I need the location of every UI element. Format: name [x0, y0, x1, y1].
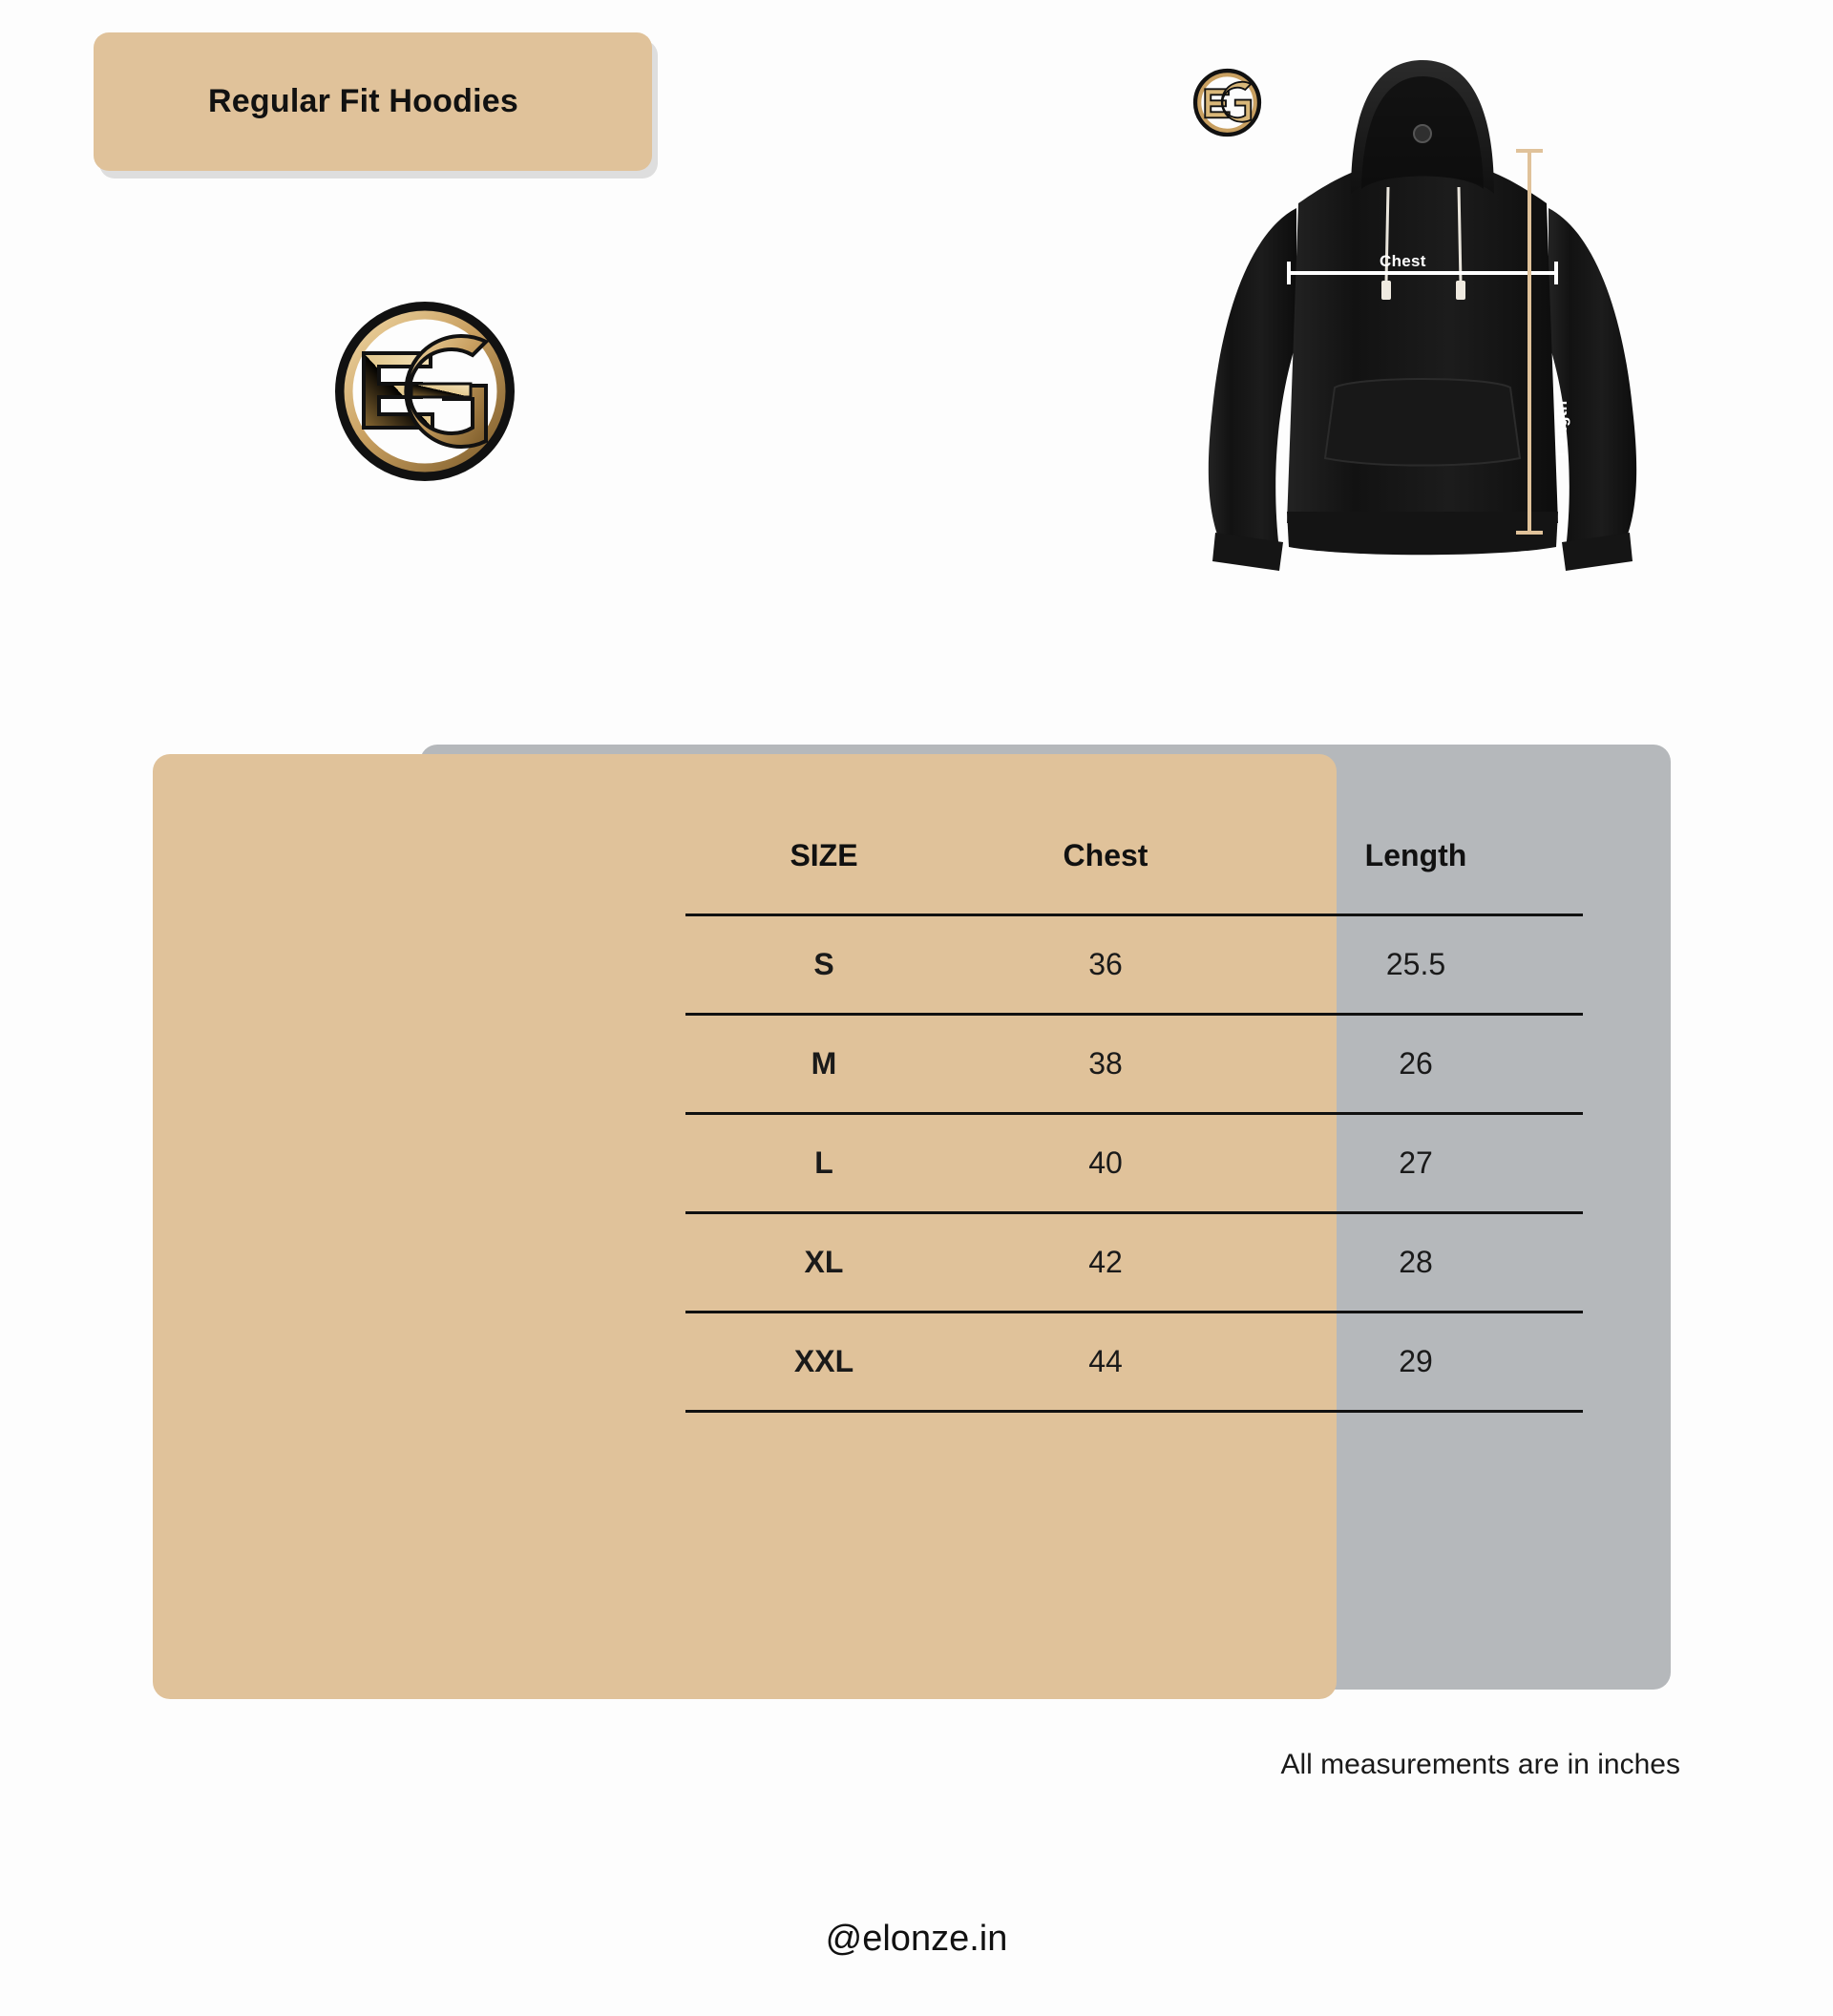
- cell-size: M: [685, 1015, 962, 1114]
- size-chart-table-area: [418, 811, 1583, 1575]
- brand-handle: @elonze.in: [825, 1919, 1008, 1959]
- table-header-spacer: [418, 811, 685, 915]
- cell-size: S: [685, 915, 962, 1015]
- chest-measure-label: Chest: [1380, 252, 1426, 270]
- table-header-length: Length: [1364, 838, 1467, 872]
- cell-length: 29: [1249, 1312, 1583, 1412]
- table-row: [418, 915, 1583, 1015]
- table-row: [418, 1213, 1583, 1312]
- table-header-size: SIZE: [790, 838, 858, 872]
- elonze-monogram-icon: [329, 296, 520, 487]
- cell-length: 28: [1249, 1213, 1583, 1312]
- table-row: [418, 1114, 1583, 1213]
- length-measure-label: Length: [1552, 400, 1570, 456]
- cell-chest: 36: [962, 915, 1249, 1015]
- cell-size: L: [685, 1114, 962, 1213]
- table-header-chest: Chest: [1063, 838, 1148, 872]
- cell-chest: 42: [962, 1213, 1249, 1312]
- page-title: Regular Fit Hoodies: [208, 83, 518, 119]
- cell-size: XXL: [685, 1312, 962, 1412]
- cell-chest: 38: [962, 1015, 1249, 1114]
- cell-chest: 40: [962, 1114, 1249, 1213]
- cell-chest: 44: [962, 1312, 1249, 1412]
- size-chart-table: [418, 811, 1583, 1413]
- table-row: [418, 1312, 1583, 1412]
- cell-size: XL: [685, 1213, 962, 1312]
- cell-length: 25.5: [1249, 915, 1583, 1015]
- measurement-note: All measurements are in inches: [1280, 1749, 1680, 1780]
- cell-length: 26: [1249, 1015, 1583, 1114]
- table-row: [418, 1015, 1583, 1114]
- page-title-pill: [94, 32, 652, 171]
- table-header-row: [418, 811, 1583, 915]
- black-hoodie-illustration: [1184, 27, 1661, 714]
- cell-length: 27: [1249, 1114, 1583, 1213]
